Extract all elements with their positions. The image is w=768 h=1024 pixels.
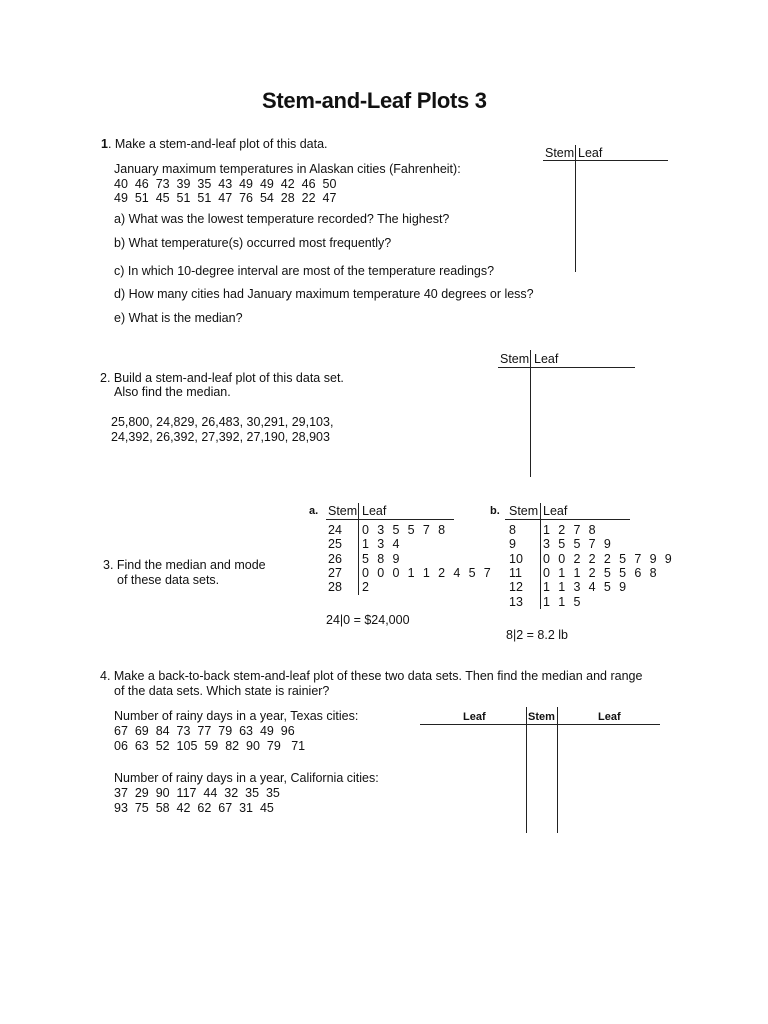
q2-prompt-line-2: Also find the median. (114, 385, 231, 399)
q4-texas-caption: Number of rainy days in a year, Texas cities: (114, 709, 359, 723)
q3-plot-b-stem-divider (540, 503, 541, 609)
q2-prompt-line-1: 2. Build a stem-and-leaf plot of this data set. (100, 371, 344, 385)
plot-a-leaves: 5 8 9 (362, 552, 402, 566)
q4-california-caption: Number of rainy days in a year, California cities: (114, 771, 379, 785)
plot-b-stem: 11 (509, 566, 522, 580)
plot-a-stem: 27 (328, 566, 342, 580)
q1-part-e: e) What is the median? (114, 311, 243, 325)
q3-plot-b-header-rule (505, 519, 630, 520)
plot-b-leaves: 3 5 5 7 9 (543, 537, 614, 551)
q1-prompt-text: . Make a stem-and-leaf plot of this data. (107, 137, 328, 151)
q1-leaf-header: Leaf (578, 146, 603, 160)
q1-caption: January maximum temperatures in Alaskan cities (Fahrenheit): (114, 162, 461, 176)
plot-a-stem: 28 (328, 580, 342, 594)
plot-b-leaves: 1 2 7 8 (543, 523, 599, 537)
q1-stem-header: Stem (545, 146, 575, 160)
q4-left-divider (526, 707, 527, 833)
q4-prompt-line-1: 4. Make a back-to-back stem-and-leaf plot of these two data sets. Then find the median and range (100, 669, 643, 683)
q3-plot-b-key: 8|2 = 8.2 lb (506, 628, 568, 642)
q3-plot-b-leaf-header: Leaf (543, 504, 568, 518)
q3-plot-a-stem-header: Stem (328, 504, 358, 518)
q4-right-divider (557, 707, 558, 833)
plot-a-leaves: 2 (362, 580, 372, 594)
q3-plot-b-label: b. (490, 505, 500, 517)
plot-a-stem: 26 (328, 552, 342, 566)
q2-data-line-2: 24,392, 26,392, 27,392, 27,190, 28,903 (111, 430, 330, 444)
q2-data-line-1: 25,800, 24,829, 26,483, 30,291, 29,103, (111, 415, 334, 429)
q3-plot-a-label: a. (309, 505, 319, 517)
plot-b-leaves: 0 0 2 2 2 5 7 9 9 (543, 552, 675, 566)
q4-california-line-1: 37 29 90 117 44 32 35 35 (114, 786, 280, 800)
q1-prompt (101, 137, 328, 151)
q3-prompt-line-1: 3. Find the median and mode (103, 558, 266, 572)
q2-leaf-header: Leaf (534, 352, 559, 366)
q1-data-line-1: 40 46 73 39 35 43 49 49 42 46 50 (114, 177, 337, 191)
q4-left-leaf-header: Leaf (463, 711, 486, 723)
q1-number: 1 (101, 137, 108, 151)
plot-b-leaves: 1 1 5 (543, 595, 583, 609)
q4-prompt-line-2: of the data sets. Which state is rainier? (114, 684, 330, 698)
q4-texas-line-2: 06 63 52 105 59 82 90 79 71 (114, 739, 306, 753)
plot-b-leaves: 1 1 3 4 5 9 (543, 580, 629, 594)
q1-part-a: a) What was the lowest temperature recorded? The highest? (114, 212, 450, 226)
plot-a-leaves: 0 3 5 5 7 8 (362, 523, 448, 537)
q3-prompt-line-2: of these data sets. (117, 573, 220, 587)
plot-b-stem: 9 (509, 537, 516, 551)
plot-b-leaves: 0 1 1 2 5 5 6 8 (543, 566, 659, 580)
plot-b-stem: 12 (509, 580, 523, 594)
plot-a-stem: 24 (328, 523, 342, 537)
q4-california-line-2: 93 75 58 42 62 67 31 45 (114, 801, 274, 815)
q2-stem-header: Stem (500, 352, 530, 366)
q4-stem-header: Stem (528, 711, 555, 723)
q4-header-rule (420, 724, 660, 725)
q1-stem-divider (575, 145, 576, 272)
q3-plot-a-key: 24|0 = $24,000 (326, 613, 410, 627)
q1-part-d: d) How many cities had January maximum temperature 40 degrees or less? (114, 287, 534, 301)
plot-a-leaves: 1 3 4 (362, 537, 402, 551)
q1-part-c: c) In which 10-degree interval are most of the temperature readings? (114, 264, 495, 278)
q3-plot-a-leaf-header: Leaf (362, 504, 387, 518)
plot-b-stem: 8 (509, 523, 516, 537)
q1-data-line-2: 49 51 45 51 51 47 76 54 28 22 47 (114, 191, 337, 205)
q3-plot-a-stem-divider (358, 503, 359, 595)
plot-b-stem: 10 (509, 552, 523, 566)
plot-b-stem: 13 (509, 595, 523, 609)
q4-texas-line-1: 67 69 84 73 77 79 63 49 96 (114, 724, 295, 738)
q2-header-rule (498, 367, 635, 368)
q1-part-b: b) What temperature(s) occurred most frequently? (114, 236, 392, 250)
plot-a-leaves: 0 0 0 1 1 2 4 5 7 (362, 566, 494, 580)
q3-plot-b-stem-header: Stem (509, 504, 539, 518)
q1-header-rule (543, 160, 668, 161)
plot-a-stem: 25 (328, 537, 342, 551)
page-title: Stem-and-Leaf Plots 3 (262, 88, 487, 113)
q3-plot-a-header-rule (326, 519, 454, 520)
q4-right-leaf-header: Leaf (598, 711, 621, 723)
q2-stem-divider (530, 350, 531, 477)
